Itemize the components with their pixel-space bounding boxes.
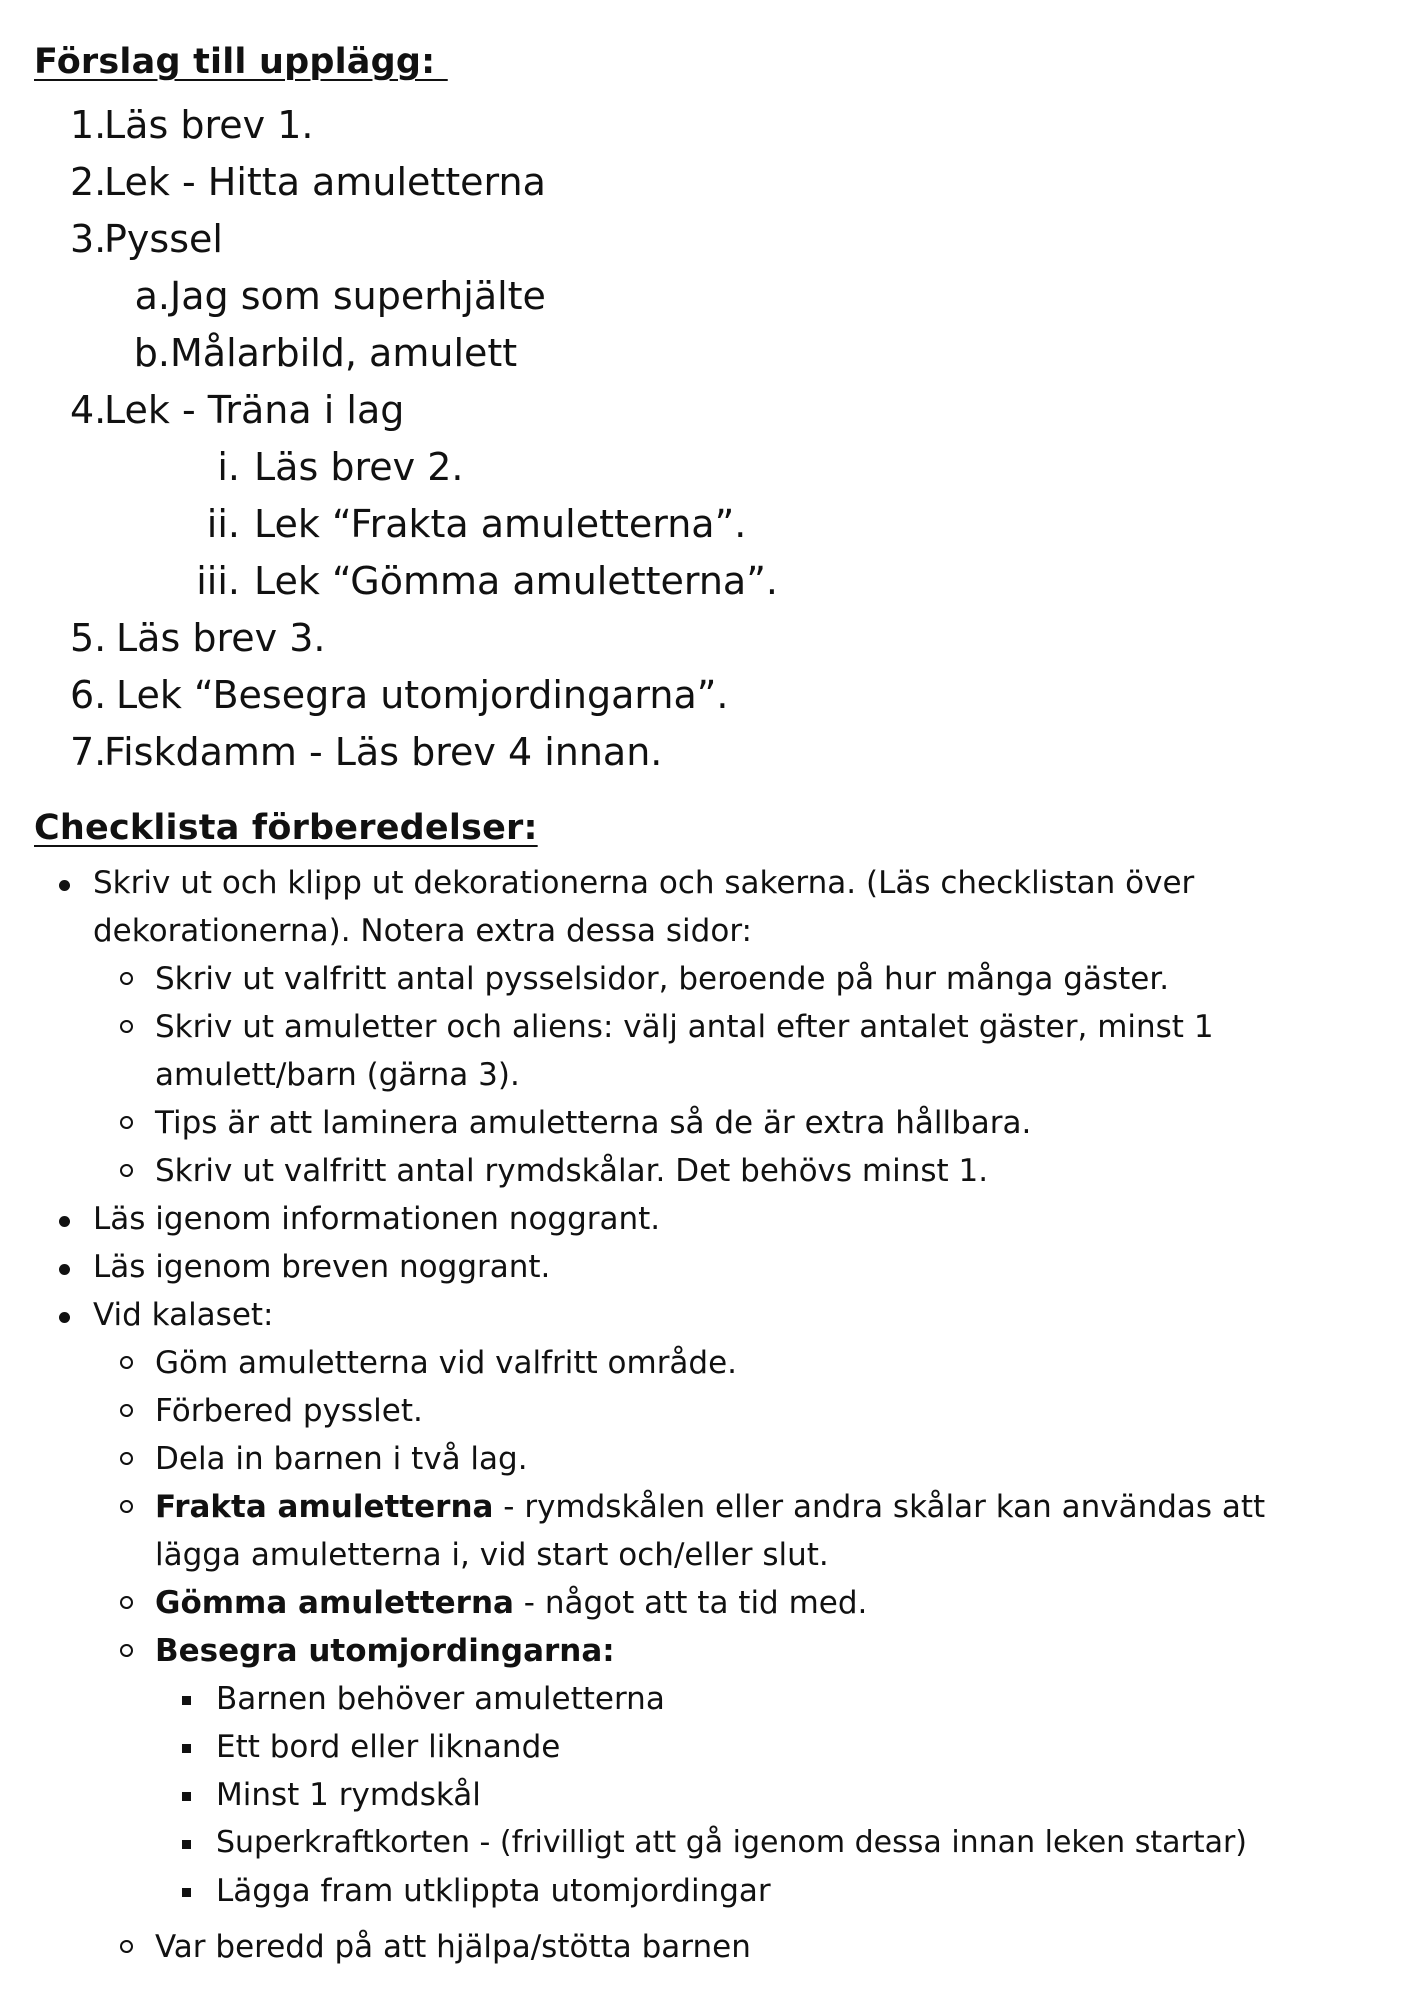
plan-text: Lek “Frakta amuletterna”. xyxy=(254,502,747,546)
plan-text: Lek - Hitta amuletterna xyxy=(104,160,546,204)
plan-text: Lek - Träna i lag xyxy=(104,388,405,432)
checklist-subitem: Var beredd på att hjälpa/stötta barnen xyxy=(155,1929,751,1965)
checklist-subitem xyxy=(155,1489,1266,1525)
plan-number: iii. xyxy=(196,559,240,603)
plan-text: Pyssel xyxy=(104,217,223,261)
plan-heading: Förslag till upplägg: xyxy=(34,42,448,82)
bullet-square xyxy=(182,1792,191,1801)
bullet-circle xyxy=(120,1500,133,1513)
plan-text: Lek “Besegra utomjordingarna”. xyxy=(116,673,729,717)
checklist-item: Läs igenom breven noggrant. xyxy=(93,1249,551,1285)
game-name: Gömma amuletterna xyxy=(155,1585,514,1621)
checklist-subitem: Skriv ut amuletter och aliens: välj antal efter antalet gäster, minst 1 xyxy=(155,1009,1214,1045)
checklist-subsubitem: Ett bord eller liknande xyxy=(216,1729,561,1765)
checklist-subsubitem: Minst 1 rymdskål xyxy=(216,1777,481,1813)
checklist-subitem xyxy=(155,1585,868,1621)
checklist-subitem: Dela in barnen i två lag. xyxy=(155,1441,528,1477)
plan-text: Målarbild, amulett xyxy=(170,331,518,375)
plan-number: 6. xyxy=(70,673,107,717)
plan-subitem-i xyxy=(190,445,464,489)
checklist-heading: Checklista förberedelser: xyxy=(34,808,538,848)
checklist-subsubitem: Barnen behöver amuletterna xyxy=(216,1681,665,1717)
plan-text: Läs brev 2. xyxy=(254,445,464,489)
plan-subitem-ii xyxy=(190,502,747,546)
bullet-circle xyxy=(120,1644,133,1657)
plan-number: ii. xyxy=(206,502,240,546)
plan-number: 7. xyxy=(70,730,107,774)
plan-number: 5. xyxy=(70,616,107,660)
checklist-subitem: Göm amuletterna vid valfritt område. xyxy=(155,1345,738,1381)
checklist-subitem-continuation: lägga amuletterna i, vid start och/eller slut. xyxy=(155,1537,829,1573)
plan-item-1 xyxy=(70,103,314,147)
plan-text: Läs brev 1. xyxy=(104,103,314,147)
bullet-circle xyxy=(120,1452,133,1465)
plan-number: a. xyxy=(134,274,170,318)
plan-subitem-b xyxy=(130,331,518,375)
plan-number: i. xyxy=(217,445,240,489)
checklist-subsubitem: Lägga fram utklippta utomjordingar xyxy=(216,1873,771,1909)
plan-item-6 xyxy=(70,673,729,717)
bullet-square xyxy=(182,1696,191,1705)
game-name: Besegra utomjordingarna: xyxy=(155,1633,615,1669)
plan-subitem-iii xyxy=(190,559,778,603)
checklist-item: Vid kalaset: xyxy=(93,1297,274,1333)
bullet-dot xyxy=(59,1216,70,1227)
checklist-subitem: Tips är att laminera amuletterna så de är extra hållbara. xyxy=(155,1105,1032,1141)
plan-number: 3. xyxy=(70,217,107,261)
game-name: Frakta amuletterna xyxy=(155,1489,494,1525)
plan-number: 4. xyxy=(70,388,107,432)
game-description: - rymdskålen eller andra skålar kan användas att xyxy=(493,1489,1266,1525)
plan-item-7 xyxy=(70,730,663,774)
plan-item-4 xyxy=(70,388,405,432)
plan-item-5 xyxy=(70,616,326,660)
plan-number: b. xyxy=(133,331,170,375)
bullet-circle xyxy=(120,1164,133,1177)
plan-text: Läs brev 3. xyxy=(116,616,326,660)
bullet-square xyxy=(182,1744,191,1753)
bullet-circle xyxy=(120,1596,133,1609)
plan-number: 2. xyxy=(70,160,107,204)
checklist-subsubitem: Superkraftkorten - (frivilligt att gå igenom dessa innan leken startar) xyxy=(216,1825,1248,1860)
checklist-item-continuation: dekorationerna). Notera extra dessa sidor: xyxy=(93,913,752,949)
bullet-square xyxy=(182,1888,191,1897)
bullet-square xyxy=(182,1840,191,1849)
checklist-subitem-continuation: amulett/barn (gärna 3). xyxy=(155,1057,520,1093)
bullet-dot xyxy=(59,1312,70,1323)
plan-item-2 xyxy=(70,160,546,204)
checklist-subitem xyxy=(155,1633,615,1669)
bullet-circle xyxy=(120,1356,133,1369)
bullet-circle xyxy=(120,1020,133,1033)
plan-number: 1. xyxy=(70,103,107,147)
checklist-item: Skriv ut och klipp ut dekorationerna och sakerna. (Läs checklistan över xyxy=(93,865,1195,901)
checklist-item: Läs igenom informationen noggrant. xyxy=(93,1201,661,1237)
bullet-circle xyxy=(120,1404,133,1417)
plan-subitem-a xyxy=(130,274,546,318)
plan-text: Lek “Gömma amuletterna”. xyxy=(254,559,778,603)
game-description: - något att ta tid med. xyxy=(513,1585,868,1621)
plan-item-3 xyxy=(70,217,223,261)
bullet-circle xyxy=(120,1940,133,1953)
checklist-subitem: Förbered pysslet. xyxy=(155,1393,423,1429)
plan-text: Fiskdamm - Läs brev 4 innan. xyxy=(104,730,663,774)
bullet-circle xyxy=(120,1116,133,1129)
checklist-subitem: Skriv ut valfritt antal rymdskålar. Det behövs minst 1. xyxy=(155,1153,989,1189)
bullet-circle xyxy=(120,972,133,985)
bullet-dot xyxy=(59,1264,70,1275)
bullet-dot xyxy=(59,880,70,891)
plan-text: Jag som superhjälte xyxy=(170,274,546,318)
checklist-subitem: Skriv ut valfritt antal pysselsidor, beroende på hur många gäster. xyxy=(155,961,1170,997)
